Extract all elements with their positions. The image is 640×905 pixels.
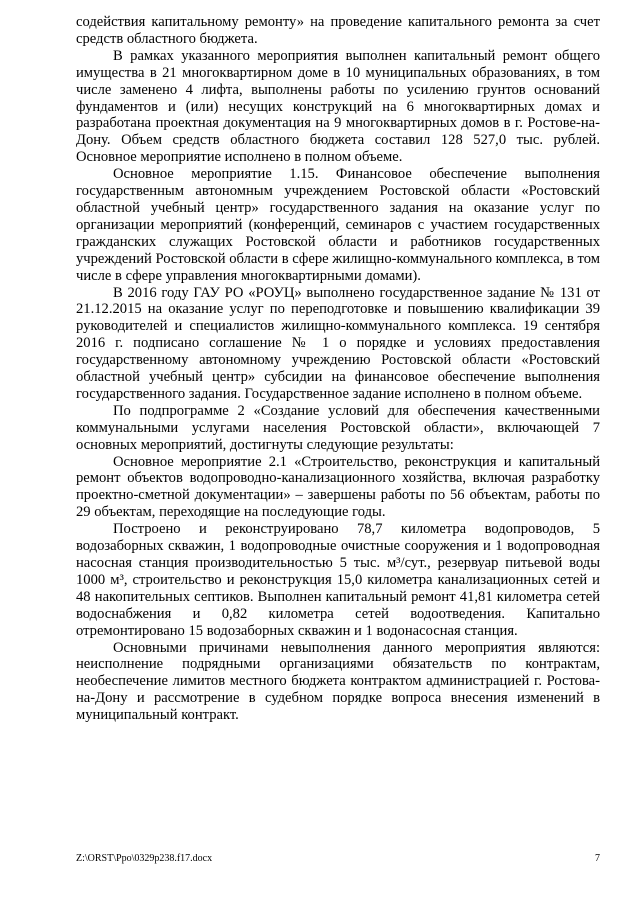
paragraph-4: В 2016 году ГАУ РО «РОУЦ» выполнено государственное задание № 131 от 21.12.2015 на оказание услуг по переподготовке и повышению квалификации 39 руководителей и специалистов жилищно-коммунального комплекса. 19 сентября 2016 г. подписано соглашение № 1 о порядке и условиях предоставления государственному автономному учреждению Ростовской области «Ростовский областной учебный центр» субсидии на финансовое обеспечение выполнения государственного задания. Государственное задание исполнено в полном объеме.: [76, 284, 600, 402]
paragraph-3: Основное мероприятие 1.15. Финансовое обеспечение выполнения государственным автономным учреждением Ростовской области «Ростовский областной учебный центр» государственного задания на оказание услуг по организации мероприятий (конференций, семинаров с участием государственных гражданских служащих Ростовской области и работников государственных учреждений Ростовской области в сфере жилищно-коммунального комплекса, в том числе в сфере управления многоквартирными домами).: [76, 166, 600, 284]
paragraph-5: По подпрограмме 2 «Создание условий для обеспечения качественными коммунальными услугами населения Ростовской области», включающей 7 основных мероприятий, достигнуты следующие результаты:: [76, 402, 600, 453]
file-path: Z:\ORST\Ppo\0329p238.f17.docx: [76, 853, 213, 864]
paragraph-6: Основное мероприятие 2.1 «Строительство, реконструкция и капитальный ремонт объектов водопроводно-канализационного хозяйства, включая разработку проектно-сметной документации» – завершены работы по 56 объектам, работы по 29 объектам, переходящие на последующие годы.: [76, 453, 600, 521]
paragraph-2: В рамках указанного мероприятия выполнен капитальный ремонт общего имущества в 21 многоквартирном доме в 10 муниципальных образованиях, в том числе заменено 4 лифта, выполнены работы по усилению грунтов оснований фундаментов и (или) несущих конструкций на 6 многоквартирных домах и разработана проектная документация на 9 многоквартирных домов в г. Ростове-на-Дону. Объем средств областного бюджета составил 128 527,0 тыс. рублей. Основное мероприятие исполнено в полном объеме.: [76, 47, 600, 166]
document-body: [76, 14, 600, 724]
paragraph-7: Построено и реконструировано 78,7 километра водопроводов, 5 водозаборных скважин, 1 водопроводные очистные сооружения и 1 водопроводная насосная станция производительностью 5 тыс. м³/сут., резервуар питьевой воды 1000 м³, строительство и реконструкция 15,0 километра канализационных сетей и 48 накопительных септиков. Выполнен капитальный ремонт 41,81 километра сетей водоснабжения и 0,82 километра сетей водоотведения. Капитально отремонтировано 15 водозаборных скважин и 1 водонасосная станция.: [76, 521, 600, 639]
paragraph-1: содействия капитальному ремонту» на проведение капитального ремонта за счет средств областного бюджета.: [76, 14, 600, 47]
page-number: 7: [595, 853, 600, 864]
paragraph-8: Основными причинами невыполнения данного мероприятия являются: неисполнение подрядными организациями обязательств по контрактам, необеспечение лимитов местного бюджета контрактом администрацией г. Ростова-на-Дону и рассмотрение в судебном порядке вопроса внесения изменений в муниципальный контракт.: [76, 639, 600, 724]
